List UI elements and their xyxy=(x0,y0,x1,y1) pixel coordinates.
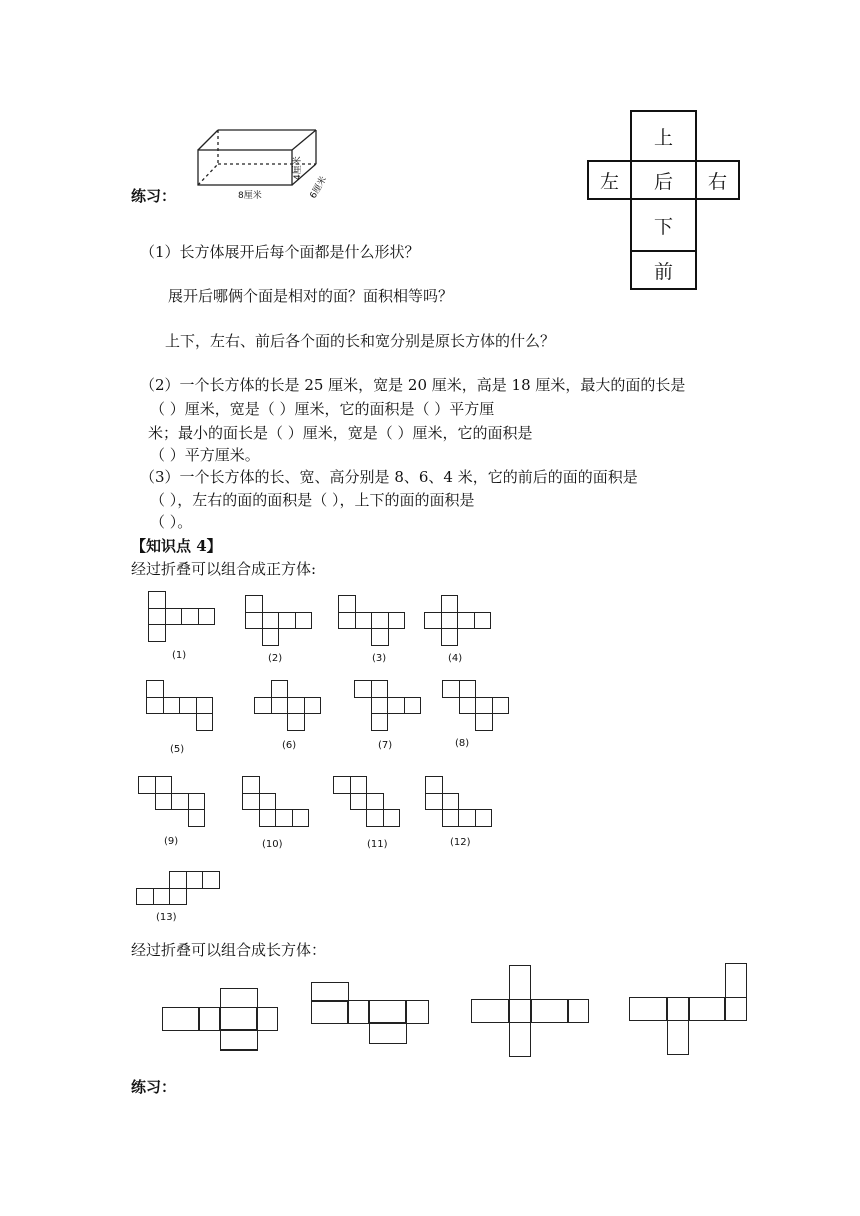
net-square xyxy=(387,697,405,715)
net-square xyxy=(271,697,289,715)
net-square xyxy=(371,713,389,731)
net-square xyxy=(333,776,351,794)
cuboid-width-label: 6厘米 xyxy=(308,174,330,201)
net-square xyxy=(146,680,164,698)
face-bottom: 下 xyxy=(630,198,697,252)
net-square xyxy=(271,680,289,698)
cube-intro: 经过折叠可以组合成正方体: xyxy=(131,560,317,578)
cube-net-label: (3) xyxy=(372,653,387,664)
net-square xyxy=(259,793,277,811)
face-left: 左 xyxy=(587,160,632,200)
net-square xyxy=(338,612,356,630)
cuboid-length-label: 8厘米 xyxy=(238,191,262,201)
net-square xyxy=(245,595,263,613)
face-back: 后 xyxy=(630,160,697,200)
cube-net-label: (8) xyxy=(455,738,470,749)
net-square xyxy=(169,888,187,906)
net-rectangle xyxy=(405,1000,429,1024)
net-square xyxy=(442,809,460,827)
net-square xyxy=(188,809,206,827)
net-square xyxy=(186,871,204,889)
net-square xyxy=(366,809,384,827)
net-square xyxy=(245,612,263,630)
net-square xyxy=(292,809,310,827)
net-square xyxy=(155,793,173,811)
net-square xyxy=(475,697,493,715)
net-square xyxy=(383,809,401,827)
net-square xyxy=(148,591,166,609)
net-square xyxy=(355,612,373,630)
net-square xyxy=(424,612,442,630)
cuboid-height-label: 4厘米 xyxy=(293,156,303,180)
cube-net-label: (1) xyxy=(172,650,187,661)
net-rectangle xyxy=(369,1000,407,1024)
net-square xyxy=(425,793,443,811)
net-square xyxy=(459,697,477,715)
net-square xyxy=(354,680,372,698)
net-square xyxy=(442,680,460,698)
net-square xyxy=(196,697,214,715)
knowledge-heading: 【知识点 4】 xyxy=(131,537,222,555)
net-square xyxy=(475,809,493,827)
q2-line2: （ ）厘米，宽是（ ）厘米，它的面积是（ ）平方厘 xyxy=(150,400,495,418)
q3-line3: （ ）。 xyxy=(150,513,193,531)
net-square xyxy=(295,612,313,630)
net-rectangle xyxy=(347,1000,369,1024)
net-square xyxy=(275,809,293,827)
cube-net-label: (13) xyxy=(156,912,177,923)
cube-net-label: (9) xyxy=(164,836,179,847)
net-rectangle xyxy=(509,999,531,1023)
cube-net-label: (11) xyxy=(367,839,388,850)
net-square xyxy=(155,776,173,794)
net-square xyxy=(492,697,510,715)
net-square xyxy=(474,612,492,630)
net-square xyxy=(441,612,459,630)
net-rectangle xyxy=(531,999,569,1023)
net-rectangle xyxy=(162,1007,200,1031)
net-square xyxy=(350,793,368,811)
cuboid-intro: 经过折叠可以组合成长方体： xyxy=(131,941,327,959)
net-square xyxy=(278,612,296,630)
net-rectangle xyxy=(567,999,589,1023)
net-square xyxy=(441,628,459,646)
q2-line1: （2）一个长方体的长是 25 厘米，宽是 20 厘米，高是 18 厘米，最大的面的长是 xyxy=(140,376,686,394)
net-square xyxy=(287,697,305,715)
net-square xyxy=(202,871,220,889)
net-rectangle xyxy=(369,1022,407,1044)
net-square xyxy=(441,595,459,613)
net-square xyxy=(242,776,260,794)
net-square xyxy=(304,697,322,715)
q1-line1: （1）长方体展开后每个面都是什么形状？ xyxy=(140,243,420,261)
net-rectangle xyxy=(629,997,667,1021)
net-rectangle xyxy=(667,997,689,1021)
net-square xyxy=(136,888,154,906)
practice-label: 练习： xyxy=(131,187,177,205)
net-square xyxy=(262,612,280,630)
cube-net-label: (10) xyxy=(262,839,283,850)
net-square xyxy=(457,612,475,630)
net-square xyxy=(198,608,216,626)
q2-line4: （ ）平方厘米。 xyxy=(150,446,260,464)
net-square xyxy=(254,697,272,715)
net-rectangle xyxy=(311,982,349,1002)
net-rectangle xyxy=(471,999,509,1023)
q3-line2: （ ），左右的面的面积是（ ），上下的面的面积是 xyxy=(150,491,475,509)
net-square xyxy=(350,776,368,794)
cube-net-label: (5) xyxy=(170,744,185,755)
q3-line1: （3）一个长方体的长、宽、高分别是 8、6、4 米，它的前后的面的面积是 xyxy=(140,468,638,486)
net-square xyxy=(371,680,389,698)
cube-net-label: (6) xyxy=(282,740,297,751)
cube-net-label: (2) xyxy=(268,653,283,664)
net-square xyxy=(475,713,493,731)
net-square xyxy=(171,793,189,811)
net-square xyxy=(366,793,384,811)
net-rectangle xyxy=(256,1007,278,1031)
net-rectangle xyxy=(220,1007,258,1031)
net-square xyxy=(138,776,156,794)
face-front: 前 xyxy=(630,250,697,290)
net-square xyxy=(165,608,183,626)
net-square xyxy=(404,697,422,715)
net-square xyxy=(458,809,476,827)
q2-line3: 米；最小的面长是（ ）厘米，宽是（ ）厘米，它的面积是 xyxy=(148,424,533,442)
net-rectangle xyxy=(311,1000,349,1024)
net-square xyxy=(148,608,166,626)
net-square xyxy=(242,793,260,811)
net-square xyxy=(188,793,206,811)
net-square xyxy=(371,612,389,630)
net-square xyxy=(163,697,181,715)
net-rectangle xyxy=(725,997,747,1021)
net-square xyxy=(169,871,187,889)
net-square xyxy=(179,697,197,715)
net-square xyxy=(287,713,305,731)
cube-net-label: (4) xyxy=(448,653,463,664)
net-square xyxy=(196,713,214,731)
net-rectangle xyxy=(220,1029,258,1051)
net-square xyxy=(259,809,277,827)
net-square xyxy=(338,595,356,613)
net-square xyxy=(153,888,171,906)
practice-label-2: 练习： xyxy=(131,1078,177,1096)
net-square xyxy=(425,776,443,794)
net-square xyxy=(262,628,280,646)
net-rectangle xyxy=(198,1007,220,1031)
q1-line2: 展开后哪俩个面是相对的面？面积相等吗？ xyxy=(168,287,454,305)
net-square xyxy=(388,612,406,630)
net-square xyxy=(459,680,477,698)
face-top: 上 xyxy=(630,110,697,162)
net-square xyxy=(371,628,389,646)
cube-net-label: (12) xyxy=(450,837,471,848)
net-square xyxy=(442,793,460,811)
face-right: 右 xyxy=(695,160,740,200)
q1-line3: 上下，左右、前后各个面的长和宽分别是原长方体的什么？ xyxy=(165,332,556,350)
cube-net-label: (7) xyxy=(378,740,393,751)
net-rectangle xyxy=(689,997,725,1021)
net-square xyxy=(146,697,164,715)
net-square xyxy=(371,697,389,715)
net-square xyxy=(148,624,166,642)
net-square xyxy=(181,608,199,626)
